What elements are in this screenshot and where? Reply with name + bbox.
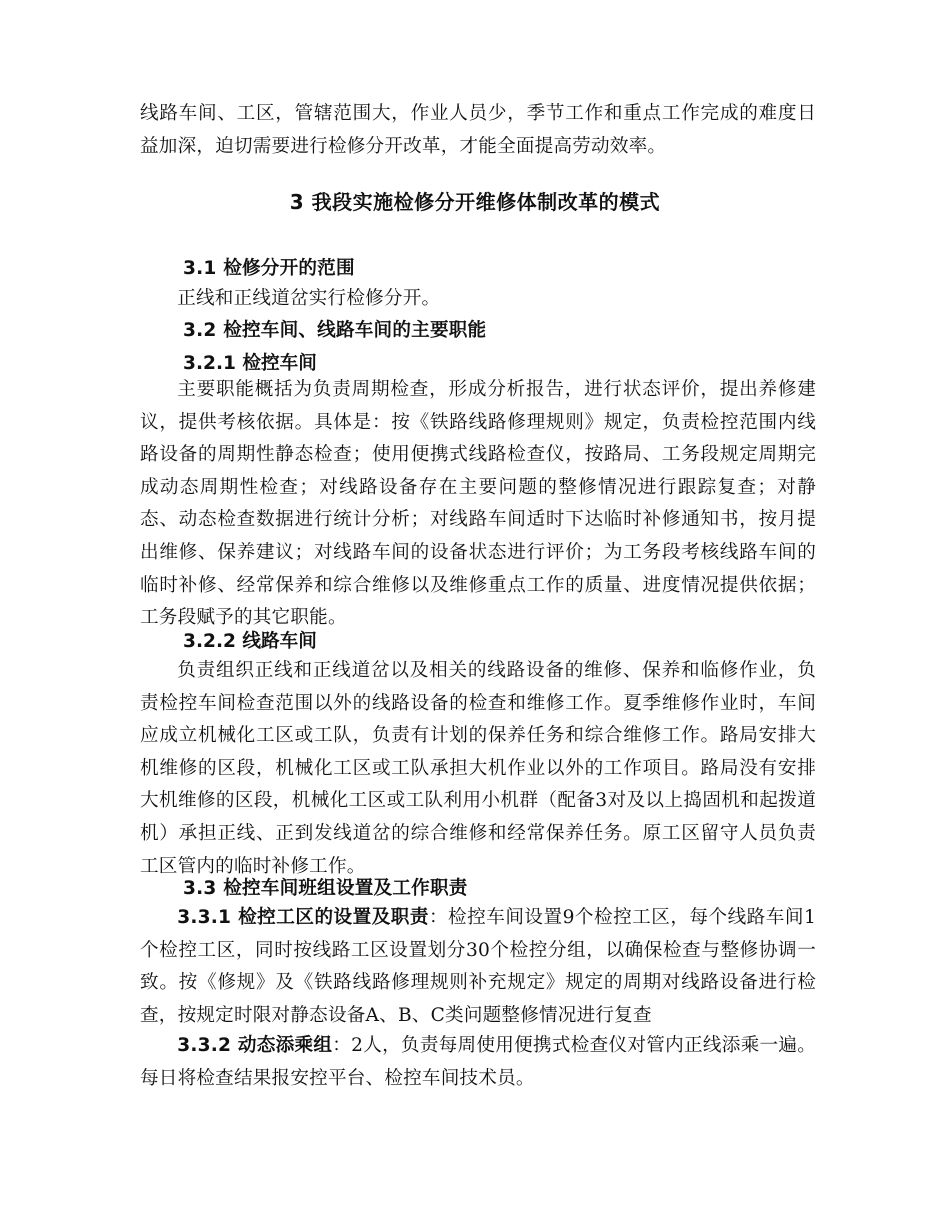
intro-paragraph: 线路车间、工区，管辖范围大，作业人员少，季节工作和重点工作完成的难度日益加深，迫切需要进行检修分开改革，才能全面提高劳动效率。 bbox=[140, 103, 816, 157]
section-3-2-1-block bbox=[140, 374, 816, 635]
section-3-3-2-block bbox=[140, 1030, 816, 1095]
intro-paragraph-block bbox=[140, 98, 816, 163]
section-3-1-title: 3.1 检修分开的范围 bbox=[183, 258, 355, 279]
section-3-2-1-title: 3.2.1 检控车间 bbox=[183, 353, 317, 374]
section-3-2-1-text: 主要职能概括为负责周期检查，形成分析报告，进行状态评价，提出养修建议，提供考核依据。具体是：按《铁路线路修理规则》规定，负责检控范围内线路设备的周期性静态检查；使用便携式线路检查仪，按路局、工务段规定周期完成动态周期性检查；对线路设备存在主要问题的整修情况进行跟踪复查；对静态、动态检查数据进行统计分析；对线路车间适时下达临时补修通知书，按月提出维修、保养建议；对线路车间的设备状态进行评价；为工务段考核线路车间的临时补修、经常保养和综合维修以及维修重点工作的质量、进度情况提供依据；工务段赋予的其它职能。 bbox=[140, 379, 816, 629]
section-3-3-title: 3.3 检控车间班组设置及工作职责 bbox=[183, 878, 468, 899]
section-3-2-2-title: 3.2.2 线路车间 bbox=[183, 631, 317, 652]
section-3-3-2-paragraph bbox=[140, 1030, 816, 1095]
section-3-3-1-label: 3.3.1 检控工区的设置及职责 bbox=[177, 907, 429, 928]
section-3-3-1-block bbox=[140, 902, 816, 1032]
section-3-2-2-text: 负责组织正线和正线道岔以及相关的线路设备的维修、保养和临修作业，负责检控车间检查范围以外的线路设备的检查和维修工作。夏季维修作业时，车间应成立机械化工区或工队，负责有计划的保养任务和综合维修工作。路局安排大机维修的区段，机械化工区或工队承担大机作业以外的工作项目。路局没有安排大机维修的区段，机械化工区或工队利用小机群（配备3对及以上捣固机和起拨道机）承担正线、正到发线道岔的综合维修和经常保养任务。原工区留守人员负责工区管内的临时补修工作。 bbox=[140, 660, 816, 877]
section-3-3-2-text: ：2人，负责每周使用便携式检查仪对管内正线添乘一遍。每日将检查结果报安控平台、检控车间技术员。 bbox=[140, 1035, 816, 1089]
section-3-3-1-paragraph bbox=[140, 902, 816, 1032]
section-3-title: 3 我段实施检修分开维修体制改革的模式 bbox=[289, 190, 661, 214]
section-3-1-block bbox=[140, 283, 816, 316]
section-3-1-text: 正线和正线道岔实行检修分开。 bbox=[177, 288, 441, 309]
section-3-3-1-text: ：检控车间设置9个检控工区，每个线路车间1个检控工区，同时按线路工区设置划分30个检控分组，以确保检查与整修协调一致。按《修规》及《铁路线路修理规则补充规定》规定的周期对线路设备进行检查，按规定时限对静态设备A、B、C类问题整修情况进行复查 bbox=[140, 907, 816, 1026]
section-3-2-2-block bbox=[140, 655, 816, 883]
section-3-3-2-label: 3.3.2 动态添乘组 bbox=[177, 1035, 333, 1056]
section-3-2-title: 3.2 检控车间、线路车间的主要职能 bbox=[183, 320, 487, 341]
